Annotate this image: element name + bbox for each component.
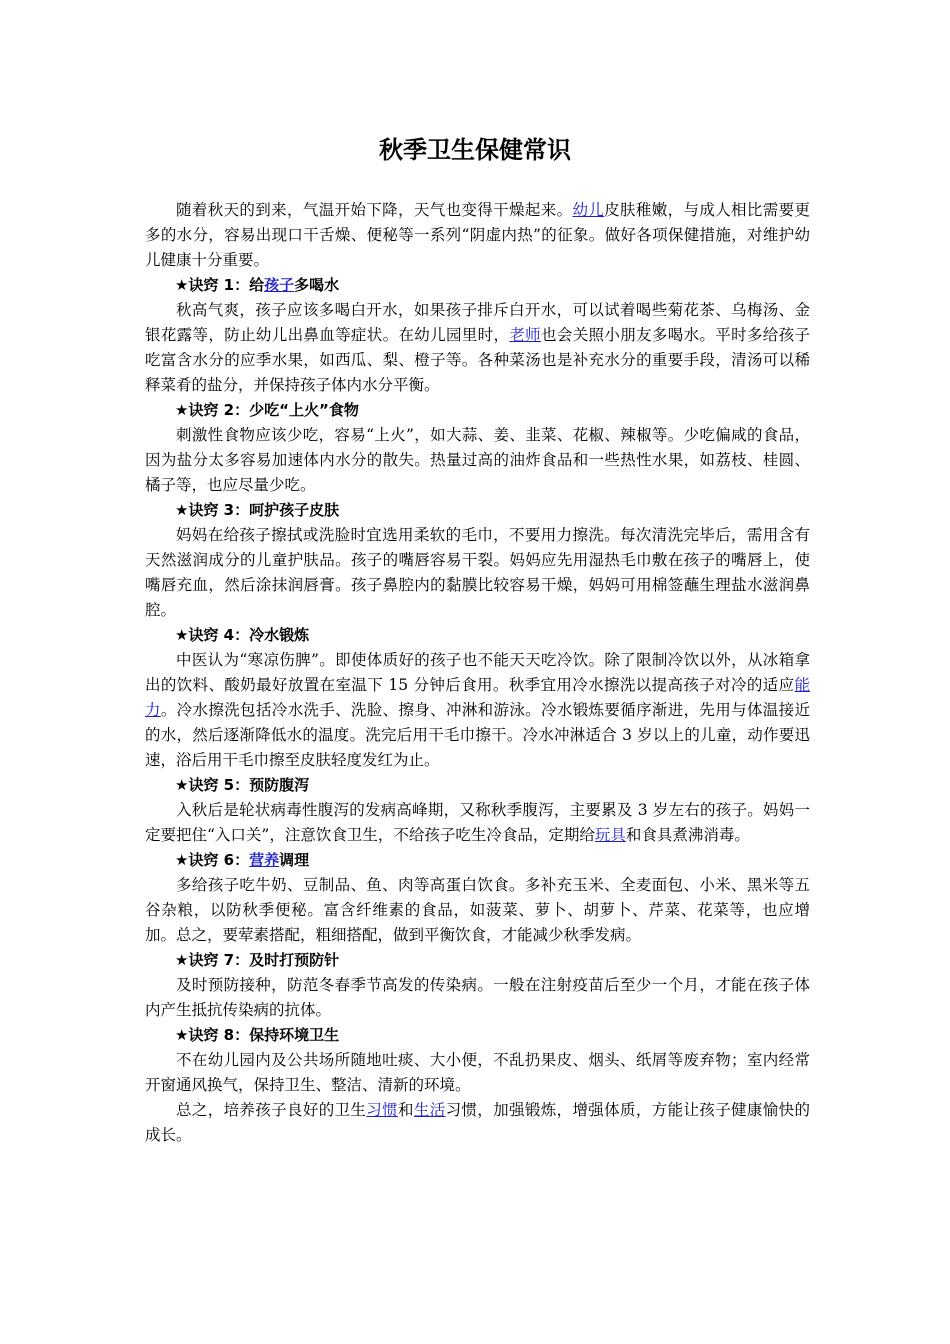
tip-1-heading-a: ★诀窍 1：给	[175, 276, 265, 294]
conclusion-paragraph	[145, 1098, 810, 1148]
tip-1-text-b: 也会关照小朋友多喝水。平时多给孩子吃富含水分的应季水果，如西瓜、梨、橙子等。各种菜汤也是补充水分的重要手段，清汤可以稀释菜肴的盐分，并保持孩子体内水分平衡。	[145, 326, 810, 394]
tip-5-text-b: 和食具煮沸消毒。	[625, 826, 750, 844]
tip-6-text: 多给孩子吃牛奶、豆制品、鱼、肉等高蛋白饮食。多补充玉米、全麦面包、小米、黑米等五谷杂粮，以防秋季便秘。富含纤维素的食品，如菠菜、萝卜、胡萝卜、芹菜、花菜等，也应增加。总之，要荤素搭配，粗细搭配，做到平衡饮食，才能减少秋季发病。	[145, 876, 810, 944]
tip-8-text: 不在幼儿园内及公共场所随地吐痰、大小便，不乱扔果皮、烟头、纸屑等废弃物；室内经常开窗通风换气，保持卫生、整洁、清新的环境。	[145, 1051, 810, 1094]
tip-6-heading-b: 调理	[279, 851, 310, 869]
link-youer[interactable]: 幼儿	[572, 201, 605, 219]
tip-7-text: 及时预防接种，防范冬春季节高发的传染病。一般在注射疫苗后至少一个月，才能在孩子体内产生抵抗传染病的抗体。	[145, 976, 810, 1019]
tip-5-text	[145, 798, 810, 848]
page-title: 秋季卫生保健常识	[379, 136, 571, 164]
tip-1-text-a: 秋高气爽，孩子应该多喝白开水，如果孩子排斥白开水，可以试着喝些菊花茶、乌梅汤、金银花露等，防止幼儿出鼻血等症状。在幼儿园里时，	[145, 301, 810, 344]
tip-6-heading	[145, 848, 810, 873]
conclusion-text-c: 习惯，加强锻炼，增强体质，方能让孩子健康愉快的成长。	[145, 1101, 810, 1144]
intro-text-a: 随着秋天的到来，气温开始下降，天气也变得干燥起来。	[176, 201, 573, 219]
link-nengli[interactable]: 能力	[145, 676, 810, 719]
link-haizi[interactable]: 孩子	[264, 276, 295, 294]
tip-3-heading: ★诀窍 3：呵护孩子皮肤	[175, 501, 340, 519]
tip-4-text-b: 。冷水擦洗包括冷水洗手、洗脸、擦身、冲淋和游泳。冷水锻炼要循序渐进，先用与体温接近的水，然后逐渐降低水的温度。洗完后用干毛巾擦干。冷水冲淋适合 3 岁以上的儿童，动作要迅速，浴后用干毛巾擦至皮肤轻度发红为止。	[145, 701, 810, 769]
tip-7-heading: ★诀窍 7：及时打预防针	[175, 951, 340, 969]
intro-text-b: 皮肤稚嫩，与成人相比需要更多的水分，容易出现口干舌燥、便秘等一系列“阴虚内热”的征象。做好各项保健措施，对维护幼儿健康十分重要。	[145, 201, 810, 269]
tip-8-heading: ★诀窍 8：保持环境卫生	[175, 1026, 340, 1044]
conclusion-text-b: 和	[398, 1101, 414, 1119]
link-laoshi[interactable]: 老师	[509, 326, 542, 344]
tip-6-heading-a: ★诀窍 6：	[175, 851, 250, 869]
link-yingyang[interactable]: 营养	[249, 851, 280, 869]
tip-4-text	[145, 648, 810, 773]
tip-1-text	[145, 298, 810, 398]
tip-2-text: 刺激性食物应该少吃，容易“上火”，如大蒜、姜、韭菜、花椒、辣椒等。少吃偏咸的食品，因为盐分太多容易加速体内水分的散失。热量过高的油炸食品和一些热性水果，如荔枝、桂圆、橘子等，也应尽量少吃。	[145, 426, 810, 494]
article-body	[145, 198, 810, 1148]
tip-1-heading	[145, 273, 810, 298]
tip-4-heading: ★诀窍 4：冷水锻炼	[175, 626, 310, 644]
tip-5-text-a: 入秋后是轮状病毒性腹泻的发病高峰期，又称秋季腹泻，主要累及 3 岁左右的孩子。妈妈一定要把住“入口关”，注意饮食卫生，不给孩子吃生冷食品，定期给	[145, 801, 810, 844]
tip-1-heading-b: 多喝水	[294, 276, 340, 294]
link-xiguan[interactable]: 习惯	[366, 1101, 399, 1119]
tip-3-text: 妈妈在给孩子擦拭或洗脸时宜选用柔软的毛巾，不要用力擦洗。每次清洗完毕后，需用含有天然滋润成分的儿童护肤品。孩子的嘴唇容易干裂。妈妈应先用湿热毛巾敷在孩子的嘴唇上，使嘴唇充血，然后涂抹润唇膏。孩子鼻腔内的黏膜比较容易干燥，妈妈可用棉签蘸生理盐水滋润鼻腔。	[145, 526, 810, 619]
conclusion-text-a: 总之，培养孩子良好的卫生	[176, 1101, 367, 1119]
tip-2-heading: ★诀窍 2：少吃“上火”食物	[175, 401, 359, 419]
tip-5-heading: ★诀窍 5：预防腹泻	[175, 776, 310, 794]
link-shenghuo[interactable]: 生活	[413, 1101, 446, 1119]
link-wanju[interactable]: 玩具	[594, 826, 626, 844]
tip-4-text-a: 中医认为“寒凉伤脾”。即使体质好的孩子也不能天天吃冷饮。除了限制冷饮以外，从冰箱拿出的饮料、酸奶最好放置在室温下 15 分钟后食用。秋季宜用冷水擦洗以提高孩子对冷的适应	[145, 651, 810, 694]
intro-paragraph	[145, 198, 810, 273]
